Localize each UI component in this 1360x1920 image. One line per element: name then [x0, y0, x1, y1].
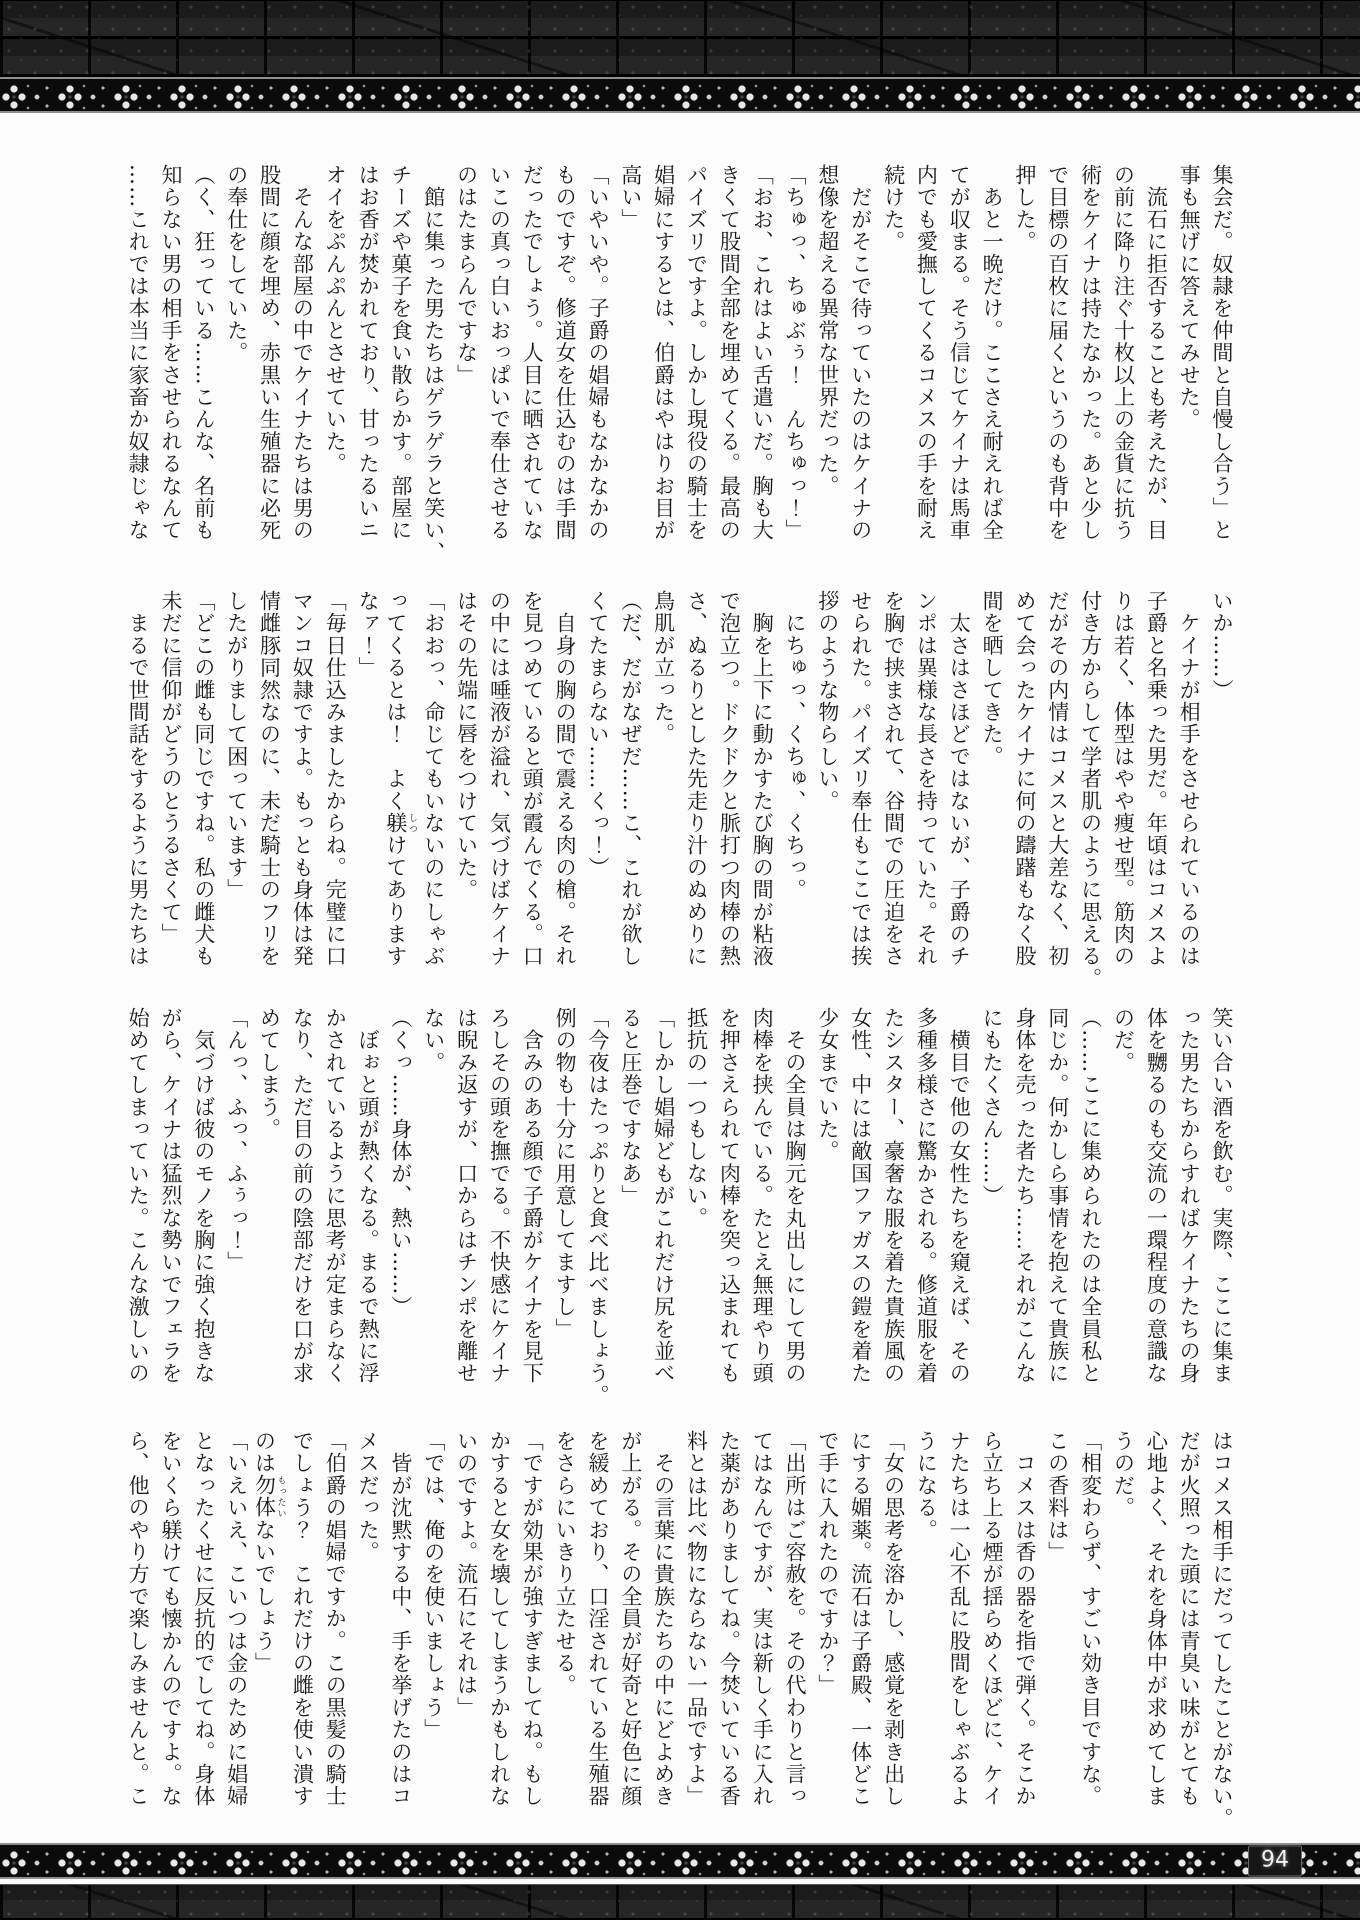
text-column: いこの真っ白いおっぱいで奉仕させる [487, 164, 512, 542]
text-column: ると圧巻ですなあ」 [618, 1007, 643, 1207]
text-column: 心地よく、それを身体中が求めてしま [1144, 1430, 1169, 1808]
text-column: の奉仕をしていた。 [224, 164, 249, 364]
text-column: ない。 [421, 1007, 446, 1074]
text-column: メスだった。 [356, 1430, 381, 1564]
text-column: りは若く、体型はやや痩せ型。筋肉の [1111, 590, 1136, 968]
text-column: 多種多様さに驚かされる。修道服を着 [914, 1007, 939, 1385]
text-column: だがそこで待っていたのはケイナの [848, 164, 873, 542]
text-column: 付き方からして学者肌のように思える。 [1078, 590, 1103, 990]
text-column: 身体を売った者たち……それがこんな [1012, 1007, 1037, 1385]
text-column: を見つめていると頭が霞んでくる。口 [520, 590, 545, 968]
text-column: のはたまらんですな」 [454, 164, 479, 386]
floral-border-top [0, 77, 1360, 113]
text-column: ぼぉと頭が熱くなる。まるで熱に浮 [356, 1007, 381, 1385]
text-column: を押さえられて肉棒を突っ込まれても [717, 1007, 742, 1385]
text-column: 抵抗の一つもしない。 [684, 1007, 709, 1229]
text-column: 術をケイナは持たなかった。あと少し [1078, 164, 1103, 542]
text-column: 股間に顔を埋め、赤黒い生殖器に必死 [257, 164, 282, 542]
text-column: はその先端に唇をつけていた。 [454, 590, 479, 901]
text-column: 自身の胸の間で震える肉の槍。それ [553, 590, 578, 968]
text-column: オイをぷんぷんとさせていた。 [323, 164, 348, 475]
text-column: あと一晩だけ。ここさえ耐えれば全 [980, 164, 1005, 542]
text-column: ンポは異様な長さを持っていた。それ [914, 590, 939, 968]
text-column: 横目で他の女性たちを窺えば、その [947, 1007, 972, 1385]
text-column: めて会ったケイナに何の躊躇もなく股 [1012, 590, 1037, 968]
text-column: 想像を超える異常な世界だった。 [815, 164, 840, 497]
text-column: うになる。 [914, 1430, 939, 1541]
text-column: 高い」 [618, 164, 643, 231]
page-number: 94 [1248, 1846, 1302, 1877]
text-column: （……ここに集められたのは全員私と [1078, 1007, 1103, 1385]
text-column: せられた。パイズリ奉仕もここでは挨 [848, 590, 873, 968]
text-column: なァ！」 [356, 590, 381, 679]
text-column: 気づけば彼のモノを胸に強く抱きな [191, 1007, 216, 1385]
text-column: でしょう？ これだけの雌を使い潰す [290, 1430, 315, 1808]
text-column: を胸で挟まされて、谷間での圧迫をさ [881, 590, 906, 968]
text-column: た薬がありましてね。今焚いている香 [717, 1430, 742, 1808]
text-column: のは勿体 もったいないでしょう」 [252, 1430, 286, 1675]
text-column: を緩めており、口淫されている生殖器 [585, 1430, 610, 1808]
text-column: その言葉に貴族たちの中にどよめき [651, 1430, 676, 1808]
text-column: がら、ケイナは猛烈な勢いでフェラを [159, 1007, 183, 1385]
text-column: のだ。 [1111, 1007, 1136, 1074]
text-column: 娼婦にするとは、伯爵はやはりお目が [651, 164, 676, 542]
text-column: 女性、中には敵国ファガスの鎧を着た [848, 1007, 873, 1385]
text-column: 体を嬲るのも交流の一環程度の意識な [1144, 1007, 1169, 1385]
text-column: かすると女を壊してしまうかもしれな [487, 1430, 512, 1808]
text-column: 「どこの雌も同じですね。私の雌犬も [191, 590, 216, 968]
text-column: 間を晒してきた。 [980, 590, 1005, 768]
text-column: の前に降り注ぐ十枚以上の金貨に抗う [1111, 164, 1136, 542]
text-column: にちゅっ、くちゅ、くちっ。 [783, 590, 808, 901]
text-column: 情雌豚同然なのに、未だ騎士のフリを [257, 590, 282, 968]
text-column: で手に入れたのですか？」 [815, 1430, 840, 1697]
text-column: 「おお、これはよい舌遣いだ。胸も大 [750, 164, 775, 542]
text-column: ナたちは一心不乱に股間をしゃぶるよ [947, 1430, 972, 1808]
text-column: が上がる。その全員が好奇と好色に顔 [618, 1430, 643, 1808]
text-column: 始めてしまっていた。こんな激しいの [126, 1007, 151, 1385]
text-column: 事も無げに答えてみせた。 [1177, 164, 1202, 431]
text-column: 「相変わらず、すごい効き目ですな。 [1078, 1430, 1103, 1808]
text-column: 拶のような物らしい。 [815, 590, 840, 812]
text-column: さ、ぬるりとした先走り汁のぬめりに [684, 590, 709, 968]
text-column: コメスは香の器を指で弾く。そこか [1012, 1430, 1037, 1808]
text-column: だがその内情はコメスと大差なく、初 [1045, 590, 1070, 968]
text-column: 「毎日仕込みましたからね。完璧に口 [323, 590, 348, 968]
text-column: 「出所はご容赦を。その代わりと言っ [783, 1430, 808, 1808]
text-column: 「しかし娼婦どもがこれだけ尻を並べ [651, 1007, 676, 1385]
text-column: 「おおっ、命じてもいないのにしゃぶ [421, 590, 446, 968]
text-column: チーズや菓子を食い散らかす。部屋に [388, 164, 413, 542]
text-column: （だ、だがなぜだ……こ、これが欲し [618, 590, 643, 968]
text-column: 「ですが効果が強すぎましてね。もし [520, 1430, 545, 1808]
text-column: 「今夜はたっぷりと食べ比べましょう。 [585, 1007, 610, 1407]
text-column: ら立ち上る煙が揺らめくほどに、ケイ [980, 1430, 1005, 1808]
text-column: 館に集った男たちはゲラゲラと笑い、 [421, 164, 446, 564]
text-band-1 [121, 164, 1238, 568]
floral-border-bottom [0, 1843, 1360, 1879]
text-column: 続けた。 [881, 164, 906, 253]
text-column: ものですぞ。修道女を仕込むのは手間 [553, 164, 578, 542]
text-column: だったでしょう。人目に晒されていな [520, 164, 545, 542]
text-column: 流石に拒否することも考えたが、目 [1144, 164, 1169, 542]
text-column: ……これでは本当に家畜か奴隷じゃな [126, 164, 151, 542]
text-column: パイズリですよ。しかし現役の騎士を [684, 164, 709, 542]
text-column: 肉棒を挟んでいる。たとえ無理やり頭 [750, 1007, 775, 1385]
text-column: てはなんですが、実は新しく手に入れ [750, 1430, 775, 1808]
text-column: 笑い合い酒を飲む。実際、ここに集ま [1210, 1007, 1234, 1385]
text-column: なり、ただ目の前の陰部だけを口が求 [290, 1007, 315, 1385]
brick-wall-texture-bottom [0, 1884, 1360, 1920]
text-column: ろしその頭を撫でる。不快感にケイナ [487, 1007, 512, 1385]
text-column: マンコ奴隷ですよ。もっとも身体は発 [290, 590, 315, 968]
text-column: （く、狂っている……こんな、名前も [191, 164, 216, 542]
text-column: 「いえいえ、こいつは金のために娼婦 [224, 1430, 249, 1808]
text-column: 少女までいた。 [815, 1007, 840, 1163]
text-column: そんな部屋の中でケイナたちは男の [290, 164, 315, 542]
text-column: 「女の思考を溶かし、感覚を剥き出し [881, 1430, 906, 1808]
text-column: 未だに信仰がどうのとうるさくて」 [159, 590, 183, 946]
text-column: 「伯爵の娼婦ですか。この黒髪の騎士 [323, 1430, 348, 1808]
text-column: かされているように思考が定まらなく [323, 1007, 348, 1385]
text-column: ケイナが相手をさせられているのは [1177, 590, 1202, 968]
text-column: 「いやいや。子爵の娼婦もなかなかの [585, 164, 610, 542]
text-column: したがりまして困っています」 [224, 590, 249, 901]
text-column: だが火照った頭には青臭い味がとても [1177, 1430, 1202, 1808]
text-column: いか……） [1210, 590, 1234, 701]
text-column: 含みのある顔で子爵がケイナを見下 [520, 1007, 545, 1385]
text-column: うのだ。 [1111, 1430, 1136, 1519]
text-column: はコメス相手にだってしたことがない。 [1210, 1430, 1234, 1830]
text-column: ってくるとは！ よく躾 しつけてあります [383, 590, 417, 968]
text-column: 皆が沈黙する中、手を挙げたのはコ [388, 1430, 413, 1808]
text-column: で泡立つ。ドクドクと脈打つ肉棒の熱 [717, 590, 742, 968]
text-column: 同じか。何かしら事情を抱えて貴族に [1045, 1007, 1070, 1385]
text-column: はお香が焚かれており、甘ったるいニ [356, 164, 381, 542]
text-column: てが収まる。そう信じてケイナは馬車 [947, 164, 972, 542]
text-column: の中には唾液が溢れ、気づけばケイナ [487, 590, 512, 968]
text-band-2 [121, 590, 1238, 994]
text-column: この香料は」 [1045, 1430, 1070, 1564]
text-column: 例の物も十分に用意してますし」 [553, 1007, 578, 1340]
text-column: にする媚薬。流石は子爵殿、一体どこ [848, 1430, 873, 1808]
text-column: 「では、俺のを使いましょう」 [421, 1430, 446, 1741]
text-column: 子爵と名乗った男だ。年頃はコメスよ [1144, 590, 1169, 968]
text-band-3 [121, 1007, 1238, 1411]
text-column: 集会だ。奴隷を仲間と自慢し合う」と [1210, 164, 1234, 542]
text-column: きくて股間全部を埋めてくる。最高の [717, 164, 742, 542]
text-column: 料とは比べ物にならない一品ですよ」 [684, 1430, 709, 1808]
text-column: その全員は胸元を丸出しにして男の [783, 1007, 808, 1385]
text-column: くてたまらない……くっ！） [585, 590, 610, 879]
text-column: 知らない男の相手をさせられるなんて [159, 164, 183, 542]
text-column: 「んっ、ふっ、ふぅっ！」 [224, 1007, 249, 1274]
text-column: 「ちゅっ、ちゅぶぅ！ んちゅっ！」 [783, 164, 808, 542]
text-column: めてしまう。 [257, 1007, 282, 1141]
text-column: たシスター、豪奢な服を着た貴族風の [881, 1007, 906, 1385]
text-column: いのですよ。流石にそれは」 [454, 1430, 479, 1719]
text-column: （くっ……身体が、熱い……） [388, 1007, 413, 1318]
text-column: は睨み返すが、口からはチンポを離せ [454, 1007, 479, 1385]
text-column: まるで世間話をするように男たちは [126, 590, 151, 968]
text-column: にもたくさん……） [980, 1007, 1005, 1207]
brick-wall-texture-top [0, 0, 1360, 78]
text-column: 内でも愛撫してくるコメスの手を耐え [914, 164, 939, 542]
text-column: をいくら躾けても懐かんのですよ。な [159, 1430, 183, 1808]
text-column: となったくせに反抗的でしてね。身体 [191, 1430, 216, 1808]
text-band-4 [121, 1430, 1238, 1834]
text-column: 鳥肌が立った。 [651, 590, 676, 746]
text-column: 胸を上下に動かすたび胸の間が粘液 [750, 590, 775, 968]
text-column: ら、他のやり方で楽しみませんと。こ [126, 1430, 151, 1808]
text-column: った男たちからすればケイナたちの身 [1177, 1007, 1202, 1385]
text-column: をさらにいきり立たせる。 [553, 1430, 578, 1697]
text-column: 押した。 [1012, 164, 1037, 253]
text-column: 太さはさほどではないが、子爵のチ [947, 590, 972, 968]
text-column: で目標の百枚に届くというのも背中を [1045, 164, 1070, 542]
